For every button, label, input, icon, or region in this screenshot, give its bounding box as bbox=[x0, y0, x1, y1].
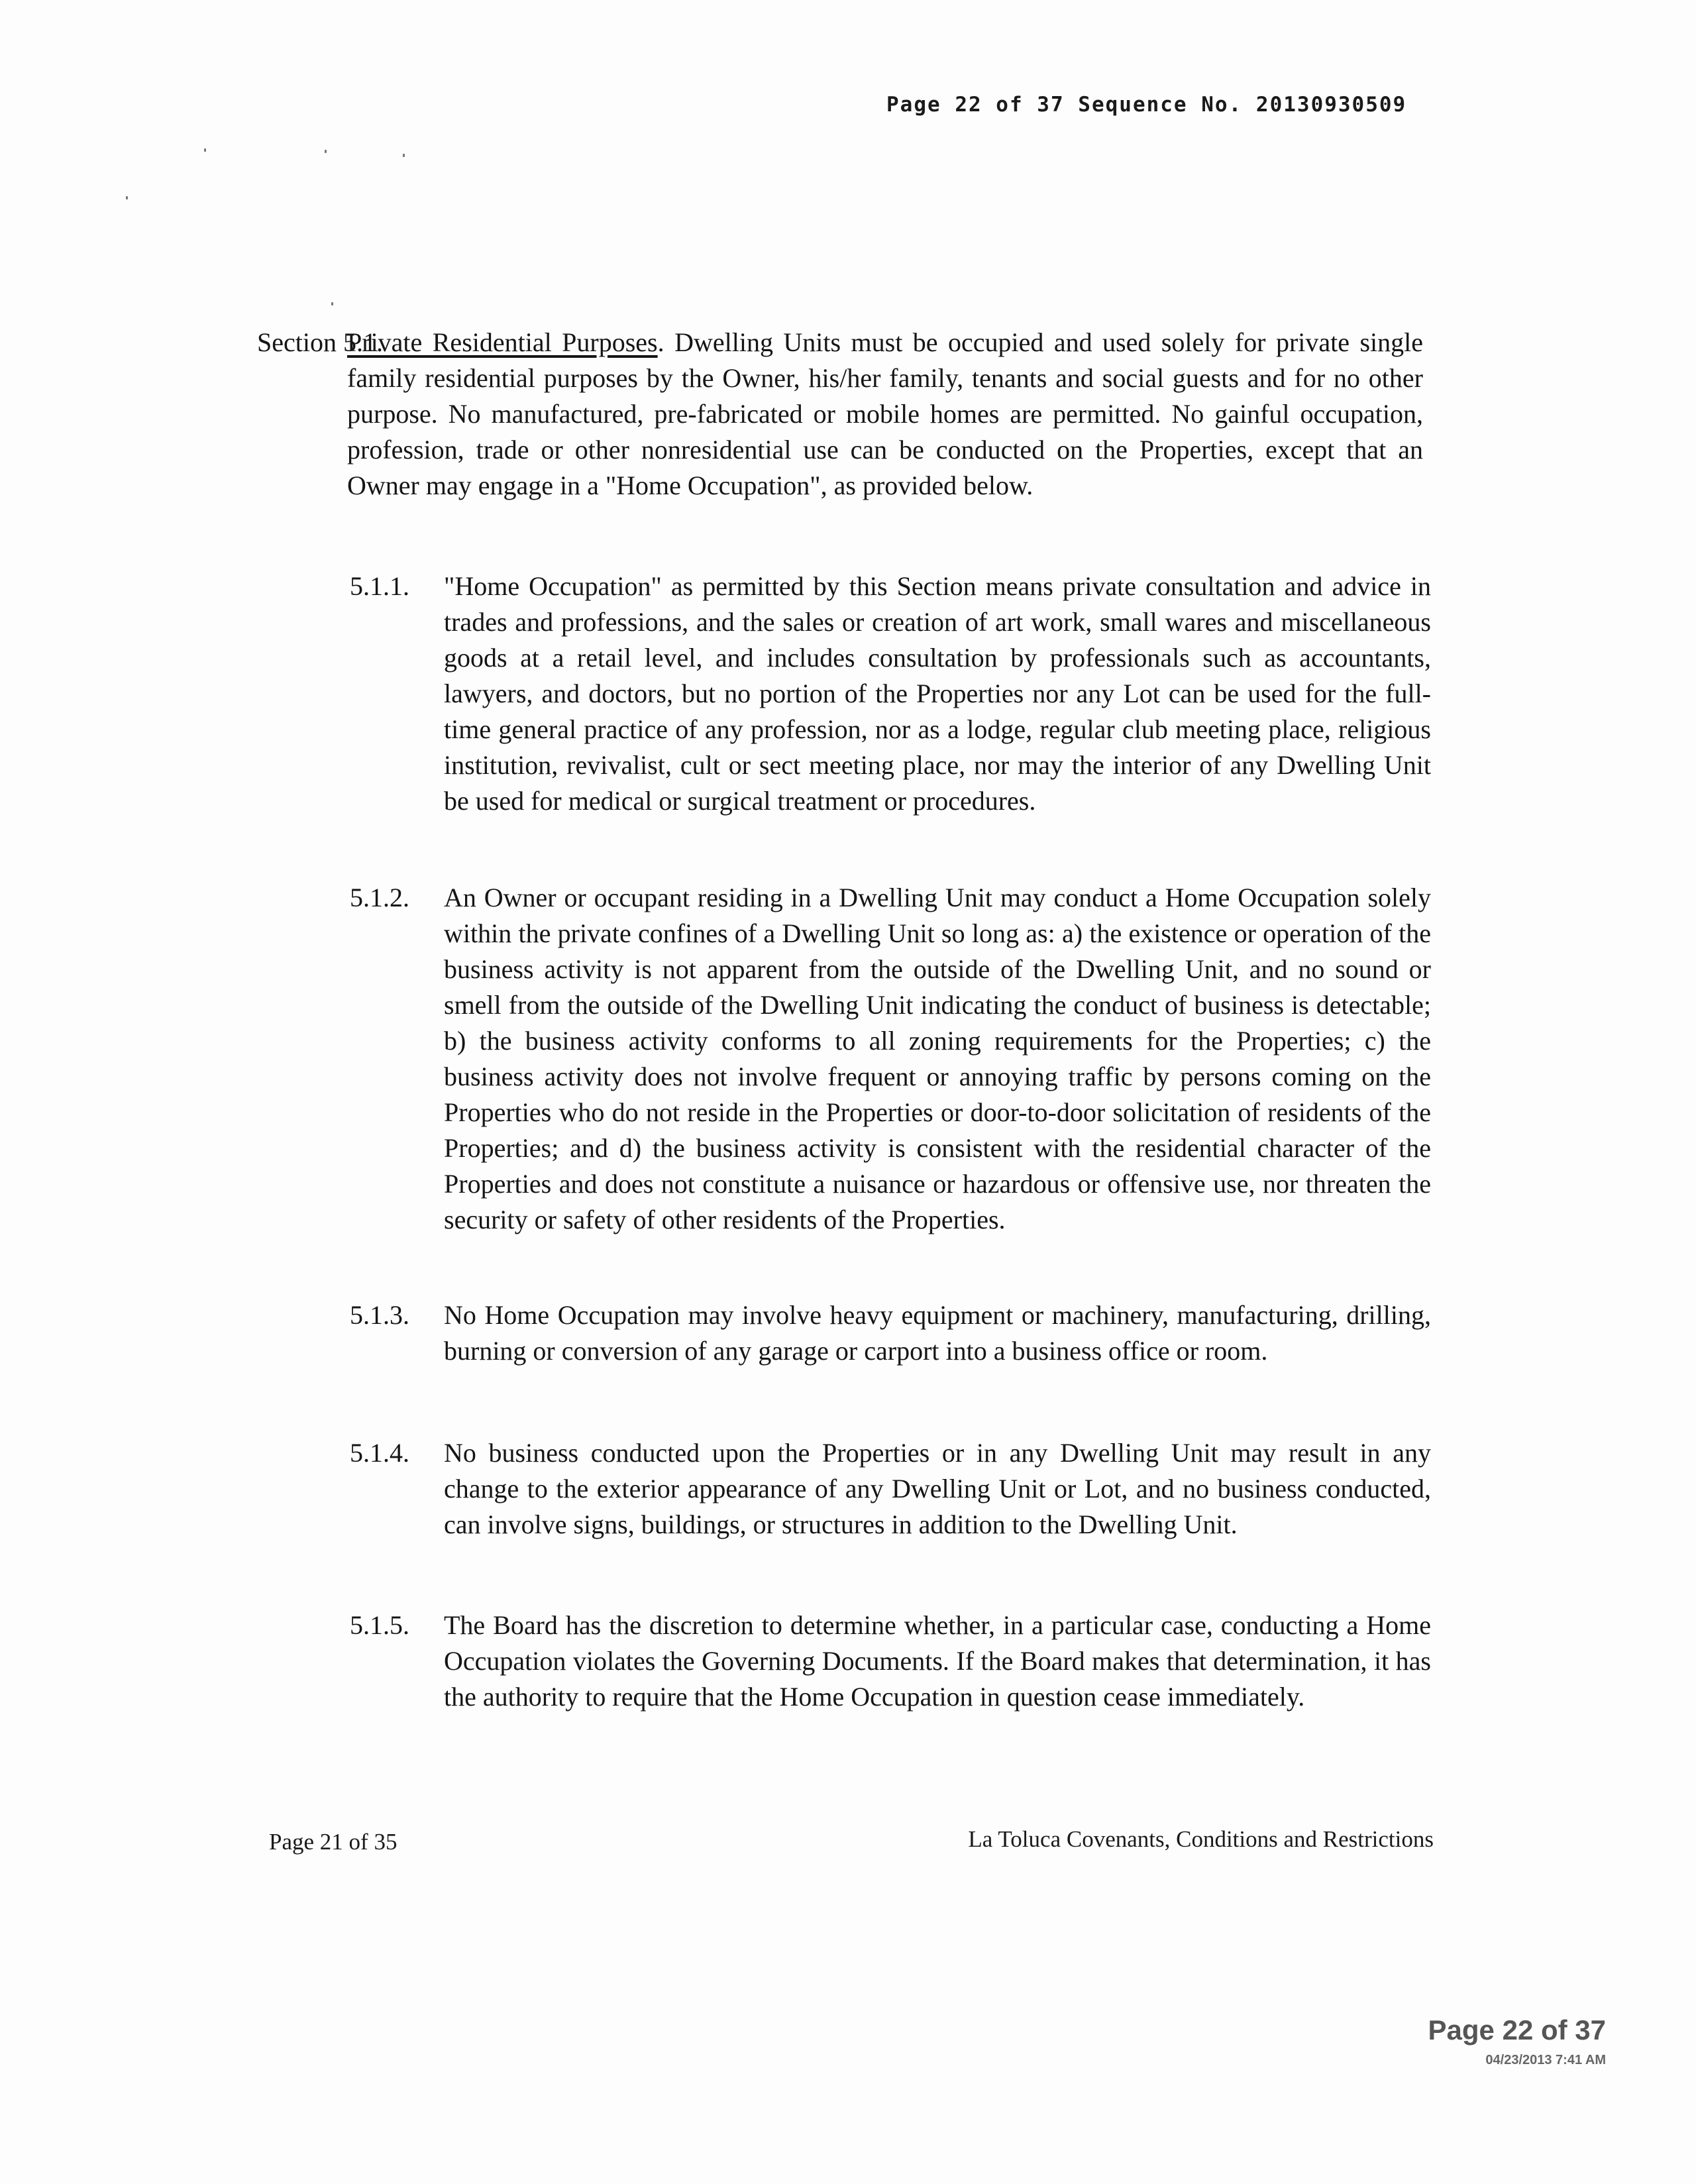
footer-doc-title: La Toluca Covenants, Conditions and Restrictions bbox=[968, 1826, 1434, 1852]
subsection-number: 5.1.1. bbox=[350, 571, 409, 601]
sequence-header: Page 22 of 37 Sequence No. 20130930509 bbox=[886, 93, 1407, 117]
subsection-text: The Board has the discretion to determine whether, in a particular case, conducting a Home Occupation violates the Governing Documents. If the Board makes that determination, it has the authority to require that the Home Occupation in question cease immediately. bbox=[444, 1610, 1431, 1712]
scan-speck bbox=[325, 150, 327, 153]
subsection-text: "Home Occupation" as permitted by this Section means private consultation and advice in trades and professions, and the sales or creation of art work, small wares and miscellaneous goods at a retail level, and includes consultation by professionals such as accountants, lawyers, and doctors, but no portion of the Properties nor any Lot can be used for the full-time general practice of any profession, nor as a lodge, regular club meeting place, religious institution, revivalist, cult or sect meeting place, nor may the interior of any Dwelling Unit be used for medical or surgical treatment or procedures. bbox=[444, 571, 1431, 816]
subsection-text: No Home Occupation may involve heavy equipment or machinery, manufacturing, drilling, burning or conversion of any garage or carport into a business office or room. bbox=[444, 1300, 1431, 1366]
scan-speck bbox=[331, 302, 333, 305]
subsection-number: 5.1.3. bbox=[350, 1300, 409, 1330]
subsection-number: 5.1.5. bbox=[350, 1610, 409, 1640]
subsection-number: 5.1.4. bbox=[350, 1438, 409, 1468]
stamp-timestamp: 04/23/2013 7:41 AM bbox=[1485, 2053, 1606, 2067]
subsection-number: 5.1.2. bbox=[350, 883, 409, 912]
subsection-text: No business conducted upon the Properties or in any Dwelling Unit may result in any change to the exterior appearance of any Dwelling Unit or Lot, and no business conducted, can involve signs, buildings, or structures in addition to the Dwelling Unit. bbox=[444, 1438, 1431, 1539]
subsection-text: An Owner or occupant residing in a Dwelling Unit may conduct a Home Occupation solely within the private confines of a Dwelling Unit so long as: a) the existence or operation of the business activity is not apparent from the outside of the Dwelling Unit, and no sound or smell from the outside of the Dwelling Unit indicating the conduct of business is detectable; b) the business activity conforms to all zoning requirements for the Properties; c) the business activity does not involve frequent or annoying traffic by persons coming on the Properties who do not reside in the Properties or door-to-door solicitation of residents of the Properties; and d) the business activity is consistent with the residential character of the Properties and does not constitute a nuisance or hazardous or offensive use, nor threaten the security or safety of other residents of the Properties. bbox=[444, 883, 1431, 1234]
stamp-page-number: Page 22 of 37 bbox=[1428, 2014, 1606, 2046]
section-body bbox=[347, 325, 1423, 504]
section-title: Private Residential Purposes bbox=[347, 327, 658, 357]
section-number: Section 5.1. bbox=[257, 327, 383, 357]
scan-speck bbox=[204, 148, 206, 152]
scan-speck bbox=[403, 154, 405, 157]
scan-speck bbox=[126, 196, 128, 199]
footer-page-label: Page 21 of 35 bbox=[269, 1829, 398, 1855]
section-text: . Dwelling Units must be occupied and used solely for private single family residential purposes by the Owner, his/her family, tenants and social guests and for no other purpose. No manufactured, pre-fabricated or mobile homes are permitted. No gainful occupation, profession, trade or other nonresidential use can be conducted on the Properties, except that an Owner may engage in a "Home Occupation", as provided below. bbox=[347, 327, 1423, 500]
